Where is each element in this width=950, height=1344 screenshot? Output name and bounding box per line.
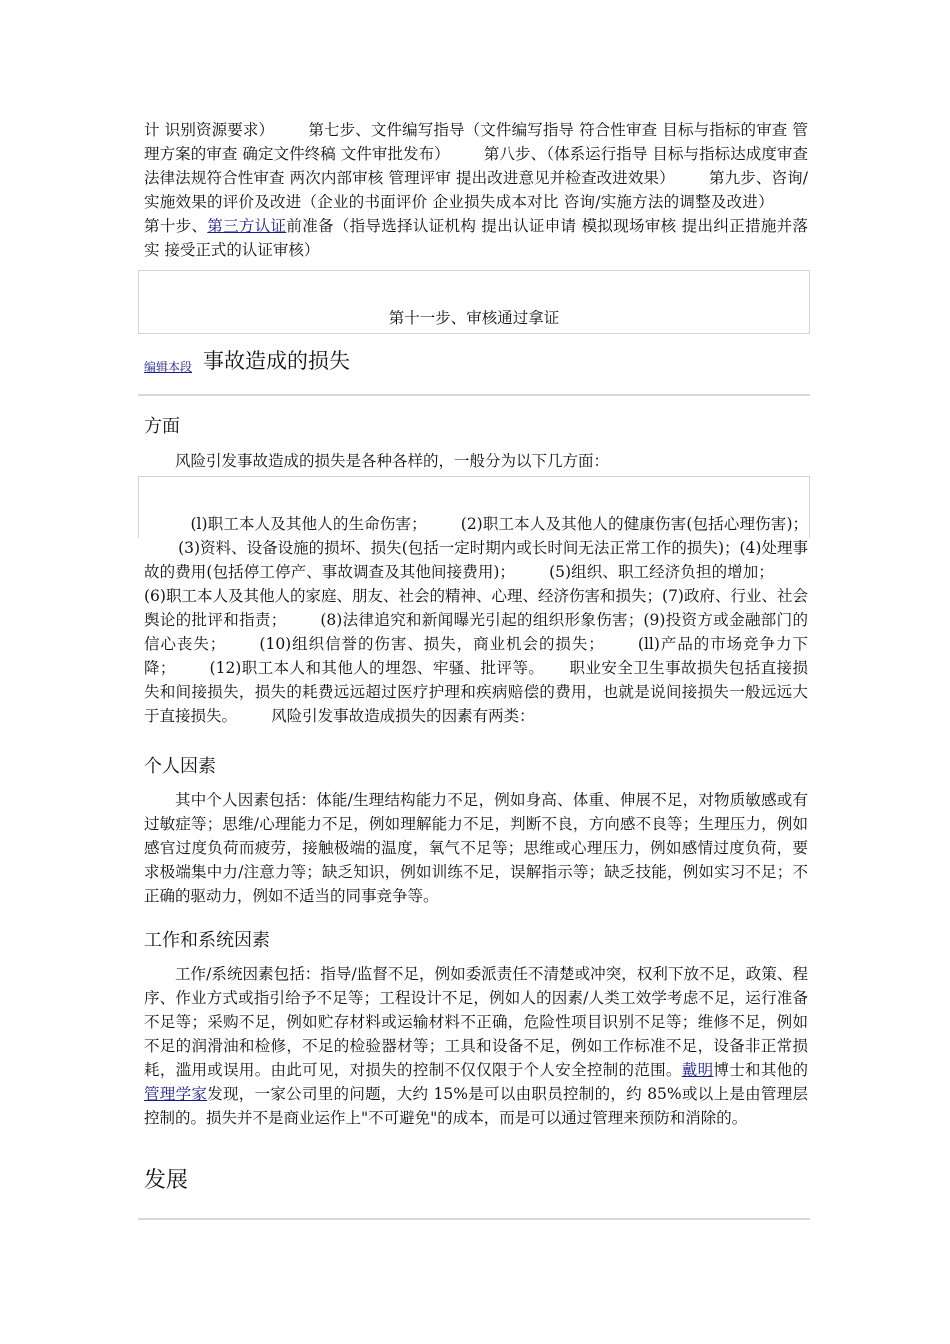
- step-11-box: [138, 270, 810, 334]
- section-title-loss: 事故造成的损失: [203, 349, 350, 373]
- subsection-title-system: 工作和系统因素: [144, 930, 270, 951]
- loss-item: (3)资料、设备设施的损坏、损失(包括一定时期内或长时间无法正常工作的损失)；: [178, 539, 740, 557]
- section-divider: [138, 394, 810, 396]
- system-body-part-3: 发现，一家公司里的问题，大约 15%是可以由职员控制的，约 85%或以上是由管理层控制的。损失并不是商业运作上"不可避免"的成本，而是可以通过管理来预防和消除的。: [144, 1085, 808, 1127]
- loss-item: (8)法律追究和新闻曝光引起的组织形象伤害；: [320, 611, 644, 629]
- loss-item: (4)处理事故的费用(包括停工停产、事故调查及其他间接费用)；: [144, 539, 808, 581]
- steps-part-2: 第七步、文件编写指导（文件编写指导 符合性审查 目标与指标的审查 管理方案的审查 确定文件终稿 文件审批发布）: [144, 121, 808, 163]
- loss-item: (2)职工本人及其他人的健康伤害(包括心理伤害)；: [460, 515, 808, 533]
- steps-paragraph: [144, 118, 808, 262]
- steps-part-4: 第九步、咨询/实施效果的评价及改进（企业的书面评价 企业损失成本对比 咨询/实施方法的调整及改进）: [144, 169, 808, 211]
- step-11-text: 第十一步、审核通过拿证: [388, 309, 560, 327]
- loss-item: (5)组织、职工经济负担的增加；: [549, 563, 774, 581]
- system-body-part-2: 博士和其他的: [713, 1061, 808, 1079]
- loss-item: (7)政府、行业、社会舆论的批评和指责；: [144, 587, 808, 629]
- subsection-title-aspects: 方面: [144, 416, 180, 437]
- management-scientist-link[interactable]: 管理学家: [144, 1085, 208, 1103]
- loss-item: (12)职工本人和其他人的埋怨、牢骚、批评等。: [209, 659, 545, 677]
- subsection-title-personal: 个人因素: [144, 756, 216, 777]
- deming-link[interactable]: 戴明: [681, 1061, 714, 1079]
- loss-transition: 风险引发事故造成损失的因素有两类：: [271, 707, 535, 725]
- loss-item: (6)职工本人及其他人的家庭、朋友、社会的精神、心理、经济伤害和损失；: [144, 587, 663, 605]
- loss-item: (ll)产品的市场竞争力下降；: [144, 635, 808, 677]
- steps-part-3: 第八步、（体系运行指导 目标与指标达成度审查 法律法规符合性审查 两次内部审核 管理评审 提出改进意见并检查改进效果）: [144, 145, 809, 187]
- section-divider-bottom: [138, 1218, 810, 1220]
- loss-list-paragraph: [144, 512, 808, 728]
- steps-part-5-prefix: 第十步、: [144, 217, 208, 235]
- system-body-part-1: 工作/系统因素包括：指导/监督不足，例如委派责任不清楚或冲突，权利下放不足，政策、程序、作业方式或指引给予不足等；工程设计不足，例如人的因素/人类工效学考虑不足，运行准备不足等；采购不足，例如贮存材料或运输材料不正确，危险性项目识别不足等；维修不足，例如不足的润滑油和检修，不足的检验器材等；工具和设备不足，例如工作标准不足，设备非正常损耗，滥用或误用。由此可见，对损失的控制不仅仅限于个人安全控制的范围。: [144, 965, 808, 1079]
- third-party-certification-link[interactable]: 第三方认证: [207, 217, 287, 235]
- steps-part-1: 计 识别资源要求）: [144, 121, 275, 139]
- system-factors-body: [144, 962, 808, 1130]
- aspects-intro: 风险引发事故造成的损失是各种各样的，一般分为以下几方面：: [175, 452, 610, 470]
- loss-item: (10)组织信誉的伤害、损失，商业机会的损失；: [259, 635, 604, 653]
- loss-summary: 职业安全卫生事故损失包括直接损失和间接损失，损失的耗费远远超过医疗护理和疾病赔偿的费用，也就是说间接损失一般远远大于直接损失。: [144, 659, 808, 725]
- steps-part-5-suffix: 前准备（指导选择认证机构 提出认证申请 模拟现场审核 提出纠正措施并落实 接受正式的认证审核）: [144, 217, 808, 259]
- personal-factors-body: 其中个人因素包括：体能/生理结构能力不足，例如身高、体重、伸展不足，对物质敏感或有过敏症等；思维/心理能力不足，例如理解能力不足，判断不良，方向感不良等；生理压力，例如感官过度负荷而疲劳，接触极端的温度，氧气不足等；思维或心理压力，例如感情过度负荷，要求极端集中力/注意力等；缺乏知识，例如训练不足，误解指示等；缺乏技能，例如实习不足；不正确的驱动力，例如不适当的同事竞争等。: [144, 791, 808, 905]
- loss-item: (l)职工本人及其他人的生命伤害；: [190, 515, 427, 533]
- loss-item: (9)投资方或金融部门的信心丧失；: [144, 611, 808, 653]
- edit-section-link[interactable]: 编辑本段: [144, 360, 193, 374]
- section-title-development: 发展: [144, 1168, 189, 1193]
